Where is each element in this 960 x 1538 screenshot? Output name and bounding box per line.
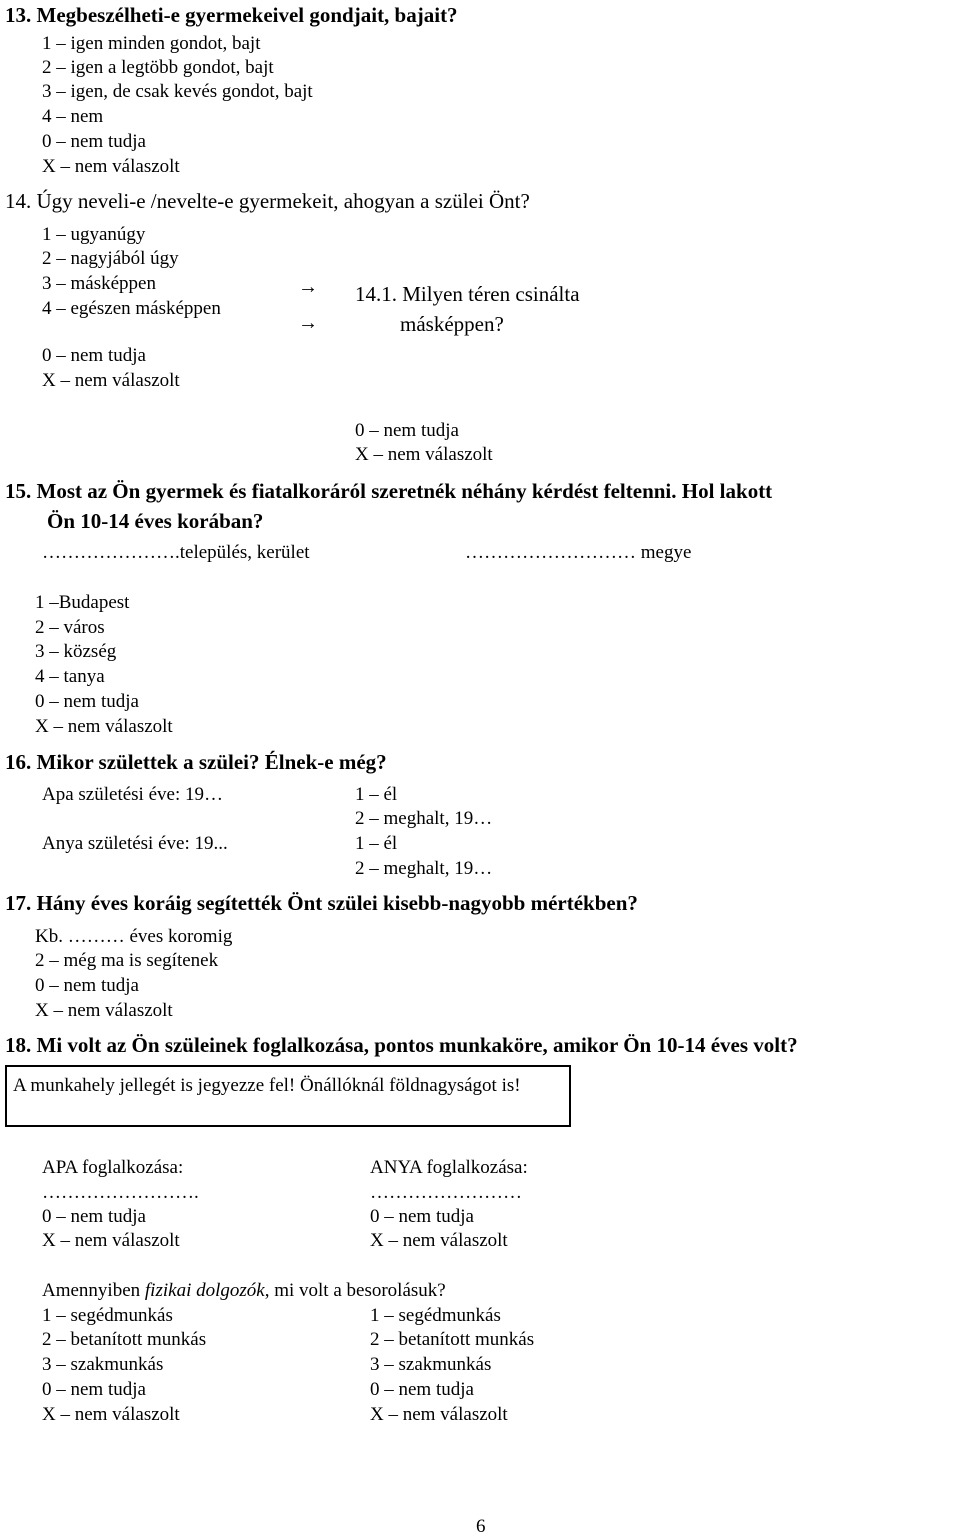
q14-option: 2 – nagyjából úgy [42,248,179,269]
mother-class: 1 – segédmunkás [370,1305,501,1326]
mother-class: 0 – nem tudja [370,1379,474,1400]
father-class: 1 – segédmunkás [42,1305,173,1326]
physical-workers-question: Amennyiben fizikai dolgozók, mi volt a besorolásuk? [42,1280,446,1301]
mother-birth-year: Anya születési éve: 19... [42,833,228,854]
q13-option: 2 – igen a legtöbb gondot, bajt [42,57,274,78]
father-status: 2 – meghalt, 19… [355,808,493,829]
q15-title: 15. Most az Ön gyermek és fiatalkoráról szeretnék néhány kérdést feltenni. Hol lakott [5,479,773,503]
father-class: X – nem válaszolt [42,1404,180,1425]
father-occupation-blank: ……………………. [42,1182,199,1203]
q15-title-cont: Ön 10-14 éves korában? [47,509,264,533]
instruction-box [5,1065,571,1127]
q17-option: Kb. ……… éves koromig [35,926,233,947]
q14-option: 3 – másképpen [42,273,156,294]
arrow-right-icon: → [298,276,318,298]
father-class: 3 – szakmunkás [42,1354,164,1375]
father-option: 0 – nem tudja [42,1206,146,1227]
county-blank: ……………………… megye [465,542,692,563]
q15-option: 3 – község [35,641,117,662]
q13-option: 0 – nem tudja [42,131,146,152]
mother-class: X – nem válaszolt [370,1404,508,1425]
q13-title: 13. Megbeszélheti-e gyermekeivel gondjait, bajait? [5,3,458,27]
q14-1-title: 14.1. Milyen téren csinálta [355,282,580,306]
father-birth-year: Apa születési éve: 19… [42,784,223,805]
q17-title: 17. Hány éves koráig segítették Önt szülei kisebb-nagyobb mértékben? [5,891,638,915]
q15-option: 2 – város [35,617,105,638]
q14-1-option: 0 – nem tudja [355,420,459,441]
settlement-blank: ………………….település, kerület [42,542,310,563]
mother-occupation-label: ANYA foglalkozása: [370,1157,528,1178]
q15-option: 1 –Budapest [35,592,130,613]
q14-option: 0 – nem tudja [42,345,146,366]
mother-status: 1 – él [355,833,398,854]
instruction-text: A munkahely jellegét is jegyezze fel! Önállóknál földnagyságot is! [13,1075,521,1096]
q17-option: 0 – nem tudja [35,975,139,996]
q13-option: X – nem válaszolt [42,156,180,177]
q13-option: 4 – nem [42,106,104,127]
father-occupation-label: APA foglalkozása: [42,1157,184,1178]
q14-option: X – nem válaszolt [42,370,180,391]
mother-occupation-blank: …………………… [370,1182,522,1203]
q17-option: 2 – még ma is segítenek [35,950,219,971]
q13-option: 3 – igen, de csak kevés gondot, bajt [42,81,313,102]
page-number: 6 [476,1516,486,1537]
q17-option: X – nem válaszolt [35,1000,173,1021]
q14-1-title-cont: másképpen? [400,312,504,336]
q15-option: 0 – nem tudja [35,691,139,712]
mother-status: 2 – meghalt, 19… [355,858,493,879]
q14-1-option: X – nem válaszolt [355,444,493,465]
father-class: 2 – betanított munkás [42,1329,207,1350]
father-class: 0 – nem tudja [42,1379,146,1400]
mother-option: X – nem válaszolt [370,1230,508,1251]
mother-class: 2 – betanított munkás [370,1329,535,1350]
mother-option: 0 – nem tudja [370,1206,474,1227]
q14-option: 4 – egészen másképpen [42,298,221,319]
q16-title: 16. Mikor születtek a szülei? Élnek-e még? [5,750,387,774]
father-status: 1 – él [355,784,398,805]
q15-option: 4 – tanya [35,666,105,687]
q13-option: 1 – igen minden gondot, bajt [42,33,261,54]
q15-option: X – nem válaszolt [35,716,173,737]
father-option: X – nem válaszolt [42,1230,180,1251]
arrow-right-icon: → [298,312,318,334]
q14-option: 1 – ugyanúgy [42,224,146,245]
q18-title: 18. Mi volt az Ön szüleinek foglalkozása, pontos munkaköre, amikor Ön 10-14 éves volt? [5,1033,798,1057]
q14-title: 14. Úgy neveli-e /nevelte-e gyermekeit, ahogyan a szülei Önt? [5,189,530,213]
mother-class: 3 – szakmunkás [370,1354,492,1375]
